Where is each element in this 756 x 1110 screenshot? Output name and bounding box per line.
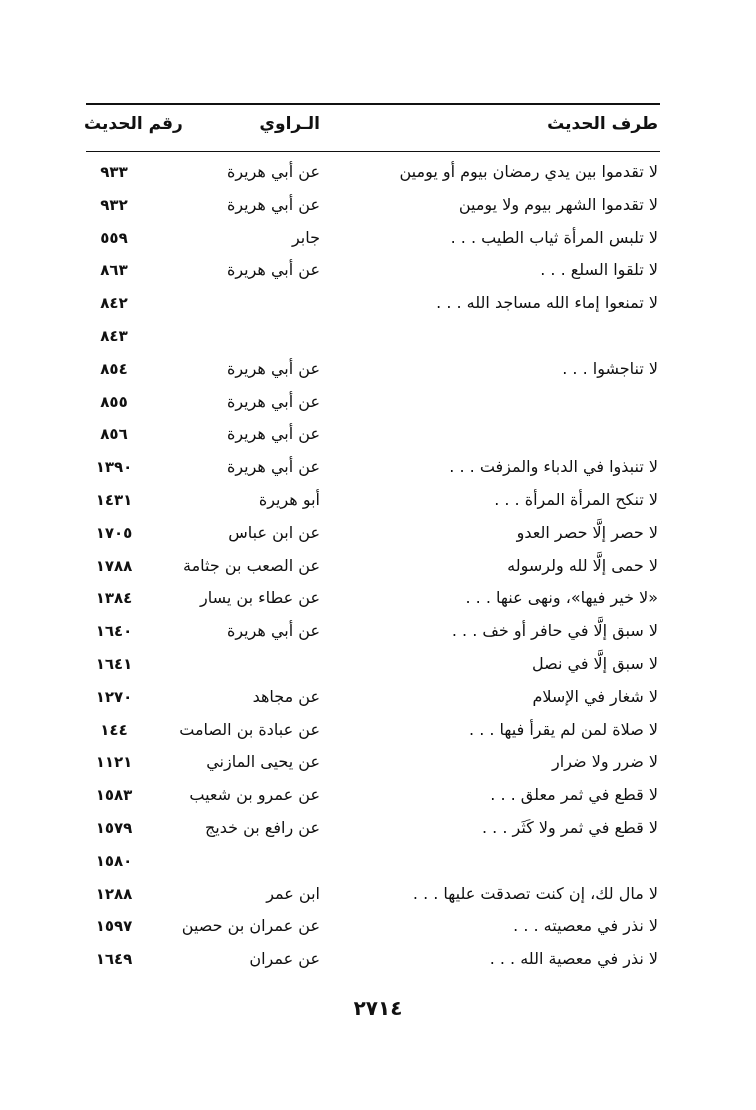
- narrator: عن أبي هريرة: [226, 358, 320, 378]
- hadith-number: ٥٥٩: [100, 228, 128, 247]
- table-row: [0, 189, 756, 222]
- hadith-number: ١٢٨٨: [95, 884, 133, 903]
- table-row: [0, 418, 756, 451]
- table-row: [0, 550, 756, 583]
- hadith-text: لا تقدموا بين يدي رمضان بيوم أو يومين: [399, 162, 658, 181]
- hadith-text: لا نذر في معصيته . . .: [513, 916, 658, 936]
- narrator: عن ابن عباس: [228, 522, 320, 542]
- table-row: [0, 484, 756, 517]
- hadith-number: ٨٥٦: [100, 425, 128, 444]
- table-row: [0, 615, 756, 648]
- hadith-number: ١٧٨٨: [95, 556, 133, 575]
- hadith-text: لا تلبس المرأة ثياب الطيب . . .: [450, 227, 658, 247]
- table-row: [0, 845, 756, 878]
- hadith-number: ٨٥٤: [100, 359, 128, 378]
- narrator: عن أبي هريرة: [226, 457, 320, 477]
- narrator: عن عمران: [249, 949, 320, 969]
- narrator: جابر: [291, 227, 320, 247]
- hadith-number: ٨٥٥: [100, 392, 128, 411]
- hadith-number: ١٤٣١: [95, 490, 133, 509]
- header-narrator: الـراوي: [259, 114, 320, 134]
- narrator: عن أبي هريرة: [226, 424, 320, 444]
- hadith-number: ١٥٨٣: [95, 786, 133, 805]
- hadith-text: لا تنكح المرأة المرأة . . .: [494, 489, 658, 509]
- hadith-number: ١٥٩٧: [95, 917, 133, 936]
- narrator: عن أبي هريرة: [226, 194, 320, 214]
- narrator: عن عبادة بن الصامت: [179, 719, 320, 739]
- hadith-text: لا تلقوا السلع . . .: [540, 260, 658, 280]
- narrator: عن الصعب بن جثامة: [183, 555, 320, 575]
- hadith-text: لا سبق إلَّا في حافر أو خف . . .: [451, 621, 658, 641]
- hadith-number: ١٥٨٠: [95, 851, 133, 870]
- hadith-number: ١٣٩٠: [95, 458, 133, 477]
- hadith-number: ٨٤٢: [100, 294, 128, 313]
- hadith-text: «لا خير فيها»، ونهى عنها . . .: [465, 588, 658, 608]
- header-rule: [86, 151, 660, 152]
- hadith-text: لا حصر إلَّا حصر العدو: [516, 522, 658, 542]
- narrator: عن أبي هريرة: [226, 162, 320, 181]
- hadith-number: ١٧٠٥: [95, 523, 133, 542]
- table-row: [0, 320, 756, 353]
- table-row: [0, 353, 756, 386]
- narrator: عن مجاهد: [252, 686, 320, 706]
- table-row: [0, 254, 756, 287]
- hadith-number: ٨٤٣: [100, 326, 128, 345]
- hadith-text: لا تقدموا الشهر بيوم ولا يومين: [458, 194, 658, 214]
- hadith-text: لا ضرر ولا ضرار: [552, 752, 658, 772]
- table-row: [0, 386, 756, 419]
- table-row: [0, 582, 756, 615]
- narrator: ابن عمر: [266, 883, 320, 903]
- hadith-number: ٩٣٣: [100, 163, 128, 181]
- hadith-number: ٨٦٣: [100, 261, 128, 280]
- hadith-number: ١٥٧٩: [95, 818, 133, 837]
- hadith-text: لا تناجشوا . . .: [562, 358, 658, 378]
- table-row: [0, 156, 756, 189]
- table-row: [0, 287, 756, 320]
- hadith-text: لا مال لك، إن كنت تصدقت عليها . . .: [412, 883, 658, 903]
- narrator: عن أبي هريرة: [226, 260, 320, 280]
- hadith-text: لا تمنعوا إماء الله مساجد الله . . .: [436, 293, 658, 313]
- table-row: [0, 681, 756, 714]
- hadith-number: ١٣٨٤: [95, 589, 133, 608]
- top-rule: [86, 103, 660, 105]
- narrator: عن أبي هريرة: [226, 621, 320, 641]
- table-row: [0, 812, 756, 845]
- narrator: عن عمران بن حصين: [181, 916, 320, 936]
- index-table: [0, 156, 756, 976]
- narrator: عن يحيى المازني: [206, 752, 320, 772]
- table-row: [0, 451, 756, 484]
- table-row: [0, 779, 756, 812]
- table-row: [0, 878, 756, 911]
- hadith-number: ١١٢١: [95, 753, 133, 772]
- table-row: [0, 517, 756, 550]
- hadith-text: لا تنبذوا في الدباء والمزفت . . .: [449, 457, 658, 477]
- page-number: ٢٧١٤: [353, 996, 403, 1020]
- table-row: [0, 648, 756, 681]
- hadith-number: ٩٣٢: [100, 195, 128, 214]
- narrator: عن عطاء بن يسار: [199, 588, 320, 608]
- hadith-text: لا سبق إلَّا في نصل: [531, 653, 658, 673]
- table-row: [0, 943, 756, 976]
- hadith-text: لا قطع في ثمر معلق . . .: [490, 785, 658, 805]
- hadith-number: ١٢٧٠: [95, 687, 133, 706]
- hadith-text: لا نذر في معصية الله . . .: [489, 949, 658, 969]
- table-row: [0, 714, 756, 747]
- hadith-text: لا حمى إلَّا لله ولرسوله: [507, 555, 658, 575]
- narrator: عن أبي هريرة: [226, 391, 320, 411]
- header-hadith-number: رقم الحديث: [84, 114, 183, 134]
- narrator: أبو هريرة: [258, 489, 320, 509]
- hadith-text: لا قطع في ثمر ولا كَثَر . . .: [482, 817, 658, 837]
- hadith-number: ١٦٤٠: [95, 622, 133, 641]
- table-row: [0, 746, 756, 779]
- narrator: عن عمرو بن شعيب: [189, 785, 320, 805]
- hadith-text: لا صلاة لمن لم يقرأ فيها . . .: [469, 719, 658, 739]
- table-row: [0, 910, 756, 943]
- hadith-text: لا شغار في الإسلام: [532, 686, 658, 706]
- header-hadith-text: طرف الحديث: [547, 114, 658, 134]
- hadith-number: ١٤٤: [100, 720, 128, 739]
- hadith-number: ١٦٤٩: [95, 950, 133, 969]
- narrator: عن رافع بن خديج: [204, 817, 320, 837]
- hadith-number: ١٦٤١: [95, 654, 133, 673]
- table-row: [0, 222, 756, 255]
